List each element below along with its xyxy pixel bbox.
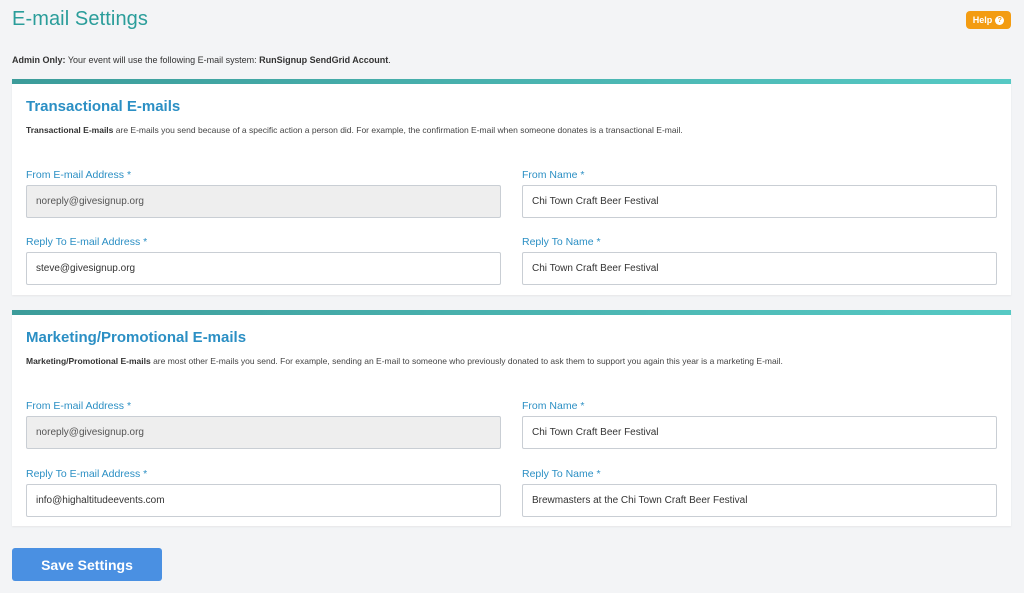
- transactional-desc-text: are E-mails you send because of a specific action a person did. For example, the confirmation E-mail when someone donates is a transactional E-mail.: [113, 125, 683, 135]
- marketing-reply-name-input[interactable]: [522, 484, 997, 517]
- admin-note-suffix: .: [388, 55, 391, 65]
- transactional-from-email-input[interactable]: [26, 185, 501, 218]
- marketing-emails-card: [12, 310, 1011, 526]
- marketing-reply-email-label: Reply To E-mail Address *: [26, 468, 148, 480]
- transactional-reply-name-input[interactable]: [522, 252, 997, 285]
- admin-note-prefix: Admin Only:: [12, 55, 66, 65]
- transactional-reply-email-label: Reply To E-mail Address *: [26, 236, 148, 248]
- card-accent-bar: [12, 79, 1011, 84]
- help-button[interactable]: [966, 11, 1011, 29]
- transactional-reply-email-input[interactable]: [26, 252, 501, 285]
- transactional-emails-card: [12, 79, 1011, 295]
- transactional-title: Transactional E-mails: [26, 98, 181, 115]
- marketing-from-email-input[interactable]: [26, 416, 501, 449]
- transactional-reply-name-label: Reply To Name *: [522, 236, 601, 248]
- marketing-from-name-label: From Name *: [522, 400, 585, 412]
- transactional-desc-bold: Transactional E-mails: [26, 125, 114, 135]
- admin-note: [12, 55, 391, 65]
- admin-note-text: Your event will use the following E-mail system:: [65, 55, 260, 65]
- marketing-title: Marketing/Promotional E-mails: [26, 329, 247, 346]
- email-system-name: RunSignup SendGrid Account: [259, 55, 389, 65]
- page-title: E-mail Settings: [12, 8, 148, 30]
- marketing-from-name-input[interactable]: [522, 416, 997, 449]
- marketing-desc-text: are most other E-mails you send. For example, sending an E-mail to someone who previously donated to ask them to support you again this year is a marketing E-mail.: [150, 356, 783, 366]
- transactional-description: [26, 125, 683, 135]
- marketing-reply-name-label: Reply To Name *: [522, 468, 601, 480]
- help-label: Help: [972, 15, 993, 25]
- marketing-from-email-label: From E-mail Address *: [26, 400, 132, 412]
- marketing-reply-email-input[interactable]: [26, 484, 501, 517]
- card-accent-bar: [12, 310, 1011, 315]
- transactional-from-email-label: From E-mail Address *: [26, 169, 132, 181]
- transactional-from-name-input[interactable]: [522, 185, 997, 218]
- marketing-desc-bold: Marketing/Promotional E-mails: [26, 356, 151, 366]
- transactional-from-name-label: From Name *: [522, 169, 585, 181]
- save-settings-button[interactable]: Save Settings: [12, 548, 162, 581]
- question-circle-icon: ?: [995, 16, 1004, 25]
- marketing-description: [26, 356, 783, 366]
